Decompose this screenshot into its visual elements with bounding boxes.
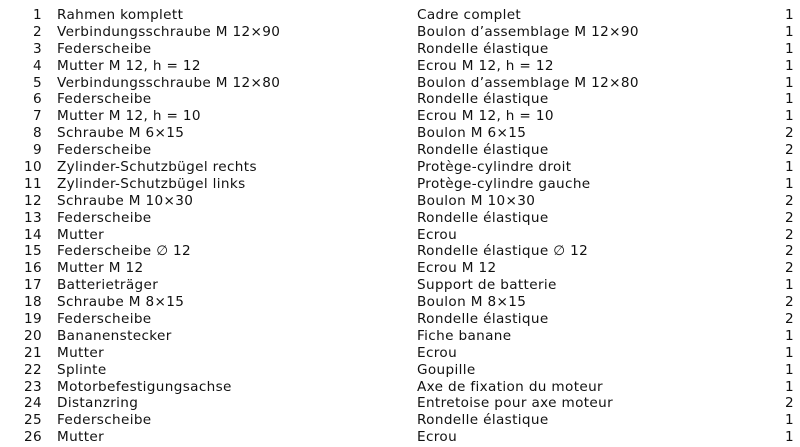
part-name-german: Schraube M 10×30 bbox=[57, 192, 194, 209]
table-row bbox=[0, 142, 800, 159]
part-number: 14 bbox=[24, 226, 42, 243]
table-row bbox=[0, 311, 800, 328]
part-name-german: Mutter M 12, h = 10 bbox=[57, 108, 201, 125]
part-number: 18 bbox=[24, 294, 42, 311]
table-row bbox=[0, 227, 800, 244]
part-number: 21 bbox=[24, 344, 42, 361]
part-quantity: 1 bbox=[785, 277, 794, 294]
table-row bbox=[0, 429, 800, 446]
part-quantity: 2 bbox=[785, 142, 794, 159]
part-name-french: Cadre complet bbox=[417, 7, 522, 23]
part-number: 25 bbox=[24, 412, 42, 429]
table-row bbox=[0, 58, 800, 75]
part-name-german: Splinte bbox=[57, 361, 107, 378]
table-row bbox=[0, 277, 800, 294]
part-quantity: 2 bbox=[785, 260, 794, 277]
part-name-german: Bananenstecker bbox=[57, 327, 172, 344]
table-row bbox=[0, 243, 800, 260]
part-number: 5 bbox=[33, 74, 42, 91]
table-row bbox=[0, 210, 800, 227]
part-name-german: Federscheibe bbox=[57, 40, 152, 57]
table-row bbox=[0, 294, 800, 311]
part-number: 23 bbox=[24, 378, 42, 395]
part-quantity: 1 bbox=[785, 378, 794, 395]
part-number: 19 bbox=[24, 311, 42, 328]
part-name-french: Boulon M 6×15 bbox=[417, 125, 527, 142]
part-name-german: Batterieträger bbox=[57, 277, 159, 294]
parts-list bbox=[0, 7, 800, 446]
part-number: 6 bbox=[33, 91, 42, 108]
table-row bbox=[0, 412, 800, 429]
part-number: 4 bbox=[33, 57, 42, 74]
part-name-french: Rondelle élastique bbox=[417, 209, 549, 226]
part-quantity: 2 bbox=[785, 125, 794, 142]
part-quantity: 2 bbox=[785, 226, 794, 243]
table-row bbox=[0, 91, 800, 108]
part-number: 16 bbox=[24, 260, 42, 277]
part-name-french: Rondelle élastique bbox=[417, 40, 549, 57]
part-name-german: Mutter bbox=[57, 226, 105, 243]
part-name-french: Rondelle élastique bbox=[417, 142, 549, 159]
part-quantity: 1 bbox=[785, 175, 794, 192]
part-name-french: Rondelle élastique bbox=[417, 311, 549, 328]
part-name-french: Ecrou bbox=[417, 344, 458, 361]
part-name-french: Boulon d’assemblage M 12×90 bbox=[417, 23, 639, 40]
part-number: 17 bbox=[24, 277, 42, 294]
part-quantity: 1 bbox=[785, 40, 794, 57]
part-name-french: Boulon M 10×30 bbox=[417, 192, 536, 209]
part-name-german: Distanzring bbox=[57, 395, 139, 412]
part-quantity: 1 bbox=[785, 74, 794, 91]
part-number: 12 bbox=[24, 192, 42, 209]
part-number: 20 bbox=[24, 327, 42, 344]
part-name-german: Mutter bbox=[57, 429, 105, 446]
table-row bbox=[0, 379, 800, 396]
part-number: 7 bbox=[33, 108, 42, 125]
part-name-french: Entretoise pour axe moteur bbox=[417, 395, 614, 412]
part-name-french: Rondelle élastique bbox=[417, 91, 549, 108]
part-name-german: Federscheibe bbox=[57, 311, 152, 328]
table-row bbox=[0, 176, 800, 193]
part-quantity: 1 bbox=[785, 108, 794, 125]
part-name-german: Federscheibe bbox=[57, 412, 152, 429]
table-row bbox=[0, 108, 800, 125]
part-quantity: 1 bbox=[785, 412, 794, 429]
part-name-french: Axe de fixation du moteur bbox=[417, 378, 603, 395]
part-number: 3 bbox=[33, 40, 42, 57]
part-quantity: 1 bbox=[785, 91, 794, 108]
part-name-german: Mutter M 12 bbox=[57, 260, 144, 277]
part-name-french: Ecrou bbox=[417, 429, 458, 446]
part-name-german: Verbindungsschraube M 12×90 bbox=[57, 23, 281, 40]
part-quantity: 1 bbox=[785, 344, 794, 361]
part-quantity: 2 bbox=[785, 192, 794, 209]
part-number: 22 bbox=[24, 361, 42, 378]
table-row bbox=[0, 328, 800, 345]
part-name-german: Federscheibe bbox=[57, 209, 152, 226]
part-number: 1 bbox=[33, 7, 42, 23]
part-quantity: 1 bbox=[785, 327, 794, 344]
part-quantity: 2 bbox=[785, 294, 794, 311]
part-quantity: 1 bbox=[785, 159, 794, 176]
part-number: 13 bbox=[24, 209, 42, 226]
part-quantity: 1 bbox=[785, 429, 794, 446]
part-name-german: Mutter M 12, h = 12 bbox=[57, 57, 201, 74]
part-name-german: Rahmen komplett bbox=[57, 7, 184, 23]
table-row bbox=[0, 75, 800, 92]
part-quantity: 1 bbox=[785, 7, 794, 23]
table-row bbox=[0, 24, 800, 41]
table-row bbox=[0, 260, 800, 277]
part-name-german: Verbindungsschraube M 12×80 bbox=[57, 74, 281, 91]
part-name-french: Protège-cylindre droit bbox=[417, 159, 572, 176]
part-number: 26 bbox=[24, 429, 42, 446]
table-row bbox=[0, 125, 800, 142]
part-number: 15 bbox=[24, 243, 42, 260]
part-name-german: Zylinder-Schutzbügel rechts bbox=[57, 159, 257, 176]
part-quantity: 2 bbox=[785, 209, 794, 226]
part-quantity: 1 bbox=[785, 57, 794, 74]
part-name-french: Boulon d’assemblage M 12×80 bbox=[417, 74, 639, 91]
part-name-french: Rondelle élastique ∅ 12 bbox=[417, 243, 589, 260]
part-name-german: Schraube M 8×15 bbox=[57, 294, 185, 311]
part-name-german: Motorbefestigungsachse bbox=[57, 378, 232, 395]
part-name-german: Zylinder-Schutzbügel links bbox=[57, 175, 246, 192]
part-name-french: Ecrou M 12, h = 12 bbox=[417, 57, 554, 74]
part-name-french: Protège-cylindre gauche bbox=[417, 175, 591, 192]
part-name-french: Boulon M 8×15 bbox=[417, 294, 527, 311]
part-quantity: 2 bbox=[785, 243, 794, 260]
table-row bbox=[0, 395, 800, 412]
part-name-french: Fiche banane bbox=[417, 327, 512, 344]
table-row bbox=[0, 41, 800, 58]
part-name-french: Ecrou M 12, h = 10 bbox=[417, 108, 554, 125]
part-name-french: Support de batterie bbox=[417, 277, 557, 294]
part-name-german: Federscheibe bbox=[57, 142, 152, 159]
part-name-french: Rondelle élastique bbox=[417, 412, 549, 429]
table-row bbox=[0, 159, 800, 176]
part-quantity: 2 bbox=[785, 311, 794, 328]
part-number: 8 bbox=[33, 125, 42, 142]
part-number: 2 bbox=[33, 23, 42, 40]
table-row bbox=[0, 7, 800, 24]
part-name-french: Ecrou bbox=[417, 226, 458, 243]
part-name-french: Goupille bbox=[417, 361, 476, 378]
part-name-french: Ecrou M 12 bbox=[417, 260, 497, 277]
part-quantity: 2 bbox=[785, 395, 794, 412]
part-number: 10 bbox=[24, 159, 42, 176]
part-number: 24 bbox=[24, 395, 42, 412]
table-row bbox=[0, 345, 800, 362]
part-name-german: Schraube M 6×15 bbox=[57, 125, 185, 142]
part-name-german: Federscheibe ∅ 12 bbox=[57, 243, 192, 260]
part-number: 11 bbox=[24, 175, 42, 192]
part-name-german: Mutter bbox=[57, 344, 105, 361]
part-quantity: 1 bbox=[785, 361, 794, 378]
part-number: 9 bbox=[33, 142, 42, 159]
table-row bbox=[0, 362, 800, 379]
part-quantity: 1 bbox=[785, 23, 794, 40]
table-row bbox=[0, 193, 800, 210]
part-name-german: Federscheibe bbox=[57, 91, 152, 108]
